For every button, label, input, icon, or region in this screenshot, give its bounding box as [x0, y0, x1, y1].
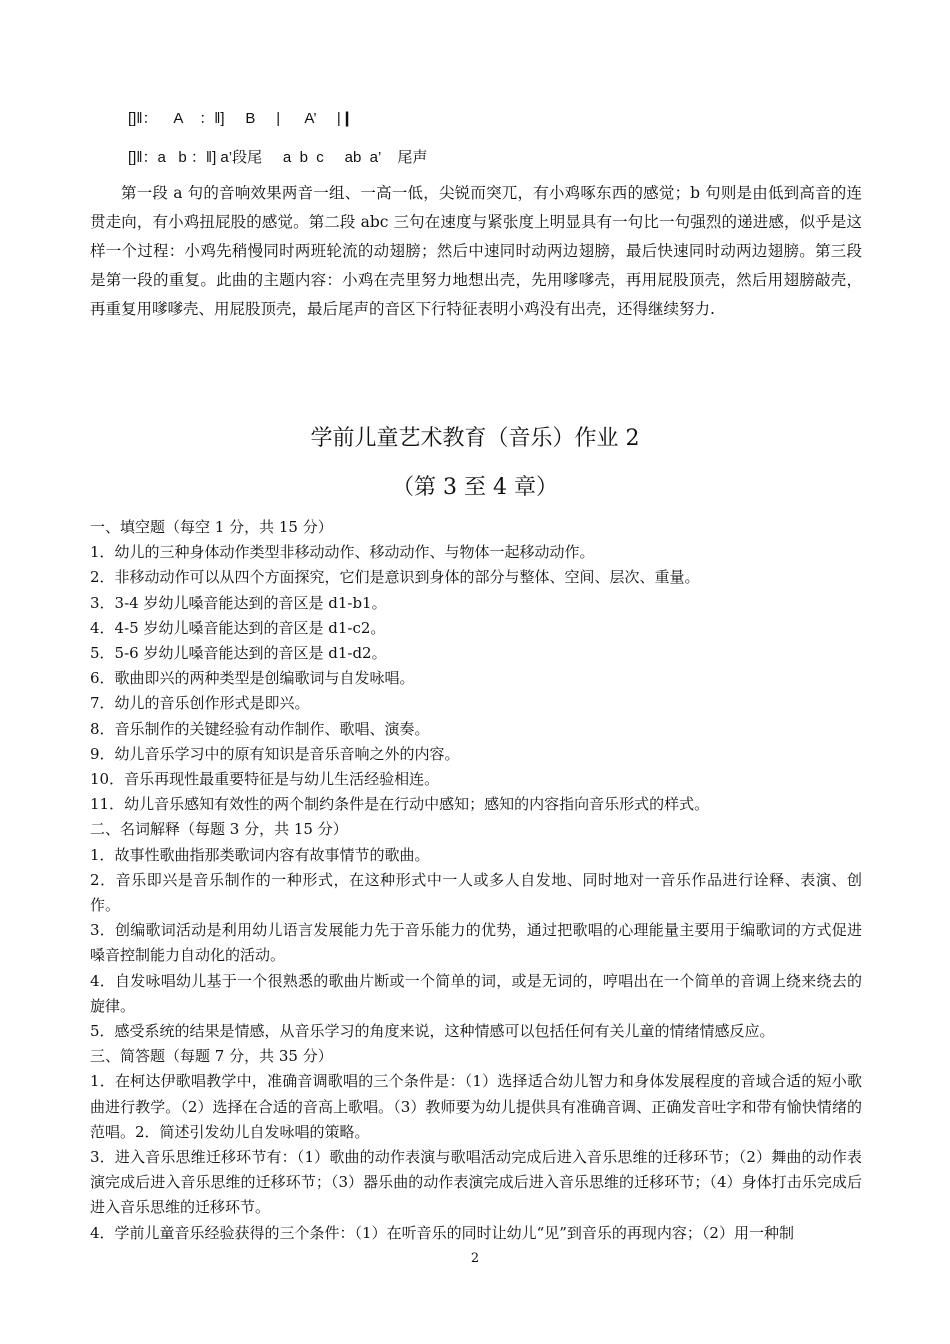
section-heading: 二、名词解释（每题 3 分，共 15 分） [90, 820, 348, 839]
analysis-paragraph: 第一段 a 句的音响效果两音一组、一高一低，尖锐而突兀，有小鸡啄东西的感觉；b 句则是由低到高音的连贯走向，有小鸡扭屁股的感觉。第二段 abc 三句在速度与紧张度上明显具有一句比一句强烈的递进感，似乎是这样一个过程：小鸡先稍慢同时两班轮流的动翅膀；然后中速同时动两边翅膀，最后快速同时动两边翅膀。第三段是第一段的重复。此曲的主题内容：小鸡在壳里努力地想出壳，先用嗲嗲壳，再用屁股顶壳，然后用翅膀敲壳，再重复用嗲嗲壳、用屁股顶壳，最后尾声的音区下行特征表明小鸡没有出壳，还得继续努力. [90, 184, 862, 318]
list-item: 6．歌曲即兴的两种类型是创编歌词与自发咏唱。 [90, 669, 415, 688]
list-item: 9．幼儿音乐学习中的原有知识是音乐音响之外的内容。 [90, 744, 460, 763]
list-item: 11．幼儿音乐感知有效性的两个制约条件是在行动中感知；感知的内容指向音乐形式的样式。 [90, 795, 710, 814]
list-item: 3．创编歌词活动是利用幼儿语言发展能力先于音乐能力的优势，通过把歌唱的心理能量主要用于编歌词的方式促进嗓音控制能力自动化的活动。 [90, 921, 862, 965]
page-number: 2 [470, 1251, 480, 1266]
list-item: 3．3-4 岁幼儿嗓音能达到的音区是 d1-b1。 [90, 593, 387, 612]
form-structure-line-1: []‖： A ：‖] B | A’ |❙ [128, 110, 354, 127]
list-item: 4．4-5 岁幼儿嗓音能达到的音区是 d1-c2。 [90, 618, 386, 637]
assignment-content [90, 515, 862, 1246]
list-item: 1．在柯达伊歌唱教学中，准确音调歌唱的三个条件是：（1）选择适合幼儿智力和身体发展程度的音域合适的短小歌曲进行教学。（2）选择在合适的音高上歌唱。（3）教师要为幼儿提供具有准确音调、正确发音吐字和带有愉快情绪的范唱。2．简述引发幼儿自发咏唱的策略。 [90, 1072, 862, 1141]
section-heading: 三、简答题（每题 7 分，共 35 分） [90, 1047, 333, 1066]
list-item: 3．进入音乐思维迁移环节有：（1）歌曲的动作表演与歌唱活动完成后进入音乐思维的迁移环节；（2）舞曲的动作表演完成后进入音乐思维的迁移环节；（3）器乐曲的动作表演完成后进入音乐思维的迁移环节；（4）身体打击乐完成后进入音乐思维的迁移环节。 [90, 1148, 862, 1217]
form-structure-line-2: []‖：a b ：‖] a’段尾 a b c ab a’ 尾声 [128, 149, 428, 166]
section-heading: 一、填空题（每空 1 分，共 15 分） [90, 518, 333, 536]
list-item: 2．非移动动作可以从四个方面探究，它们是意识到身体的部分与整体、空间、层次、重量。 [90, 568, 700, 587]
list-item: 8．音乐制作的关键经验有动作制作、歌唱、演奏。 [90, 719, 430, 738]
document-subtitle: （第 3 至 4 章） [392, 475, 558, 500]
list-item: 1．故事性歌曲指那类歌词内容有故事情节的歌曲。 [90, 845, 430, 864]
list-item: 5．5-6 岁幼儿嗓音能达到的音区是 d1-d2。 [90, 644, 387, 663]
list-item: 7．幼儿的音乐创作形式是即兴。 [90, 694, 310, 713]
list-item: 4．学前儿童音乐经验获得的三个条件：（1）在听音乐的同时让幼儿“见”到音乐的再现内容；（2）用一种制 [90, 1223, 794, 1242]
list-item: 2．音乐即兴是音乐制作的一种形式，在这种形式中一人或多人自发地、同时地对一音乐作品进行诠释、表演、创作。 [90, 870, 862, 915]
document-title: 学前儿童艺术教育（音乐）作业 2 [310, 426, 640, 451]
list-item: 4．自发咏唱幼儿基于一个很熟悉的歌曲片断或一个简单的词，或是无词的，哼唱出在一个简单的音调上绕来绕去的旋律。 [90, 971, 862, 1015]
list-item: 1．幼儿的三种身体动作类型非移动动作、移动动作、与物体一起移动动作。 [90, 543, 595, 562]
list-item: 10．音乐再现性最重要特征是与幼儿生活经验相连。 [90, 770, 440, 789]
list-item: 5．感受系统的结果是情感，从音乐学习的角度来说，这种情感可以包括任何有关儿童的情绪情感反应。 [90, 1022, 775, 1041]
